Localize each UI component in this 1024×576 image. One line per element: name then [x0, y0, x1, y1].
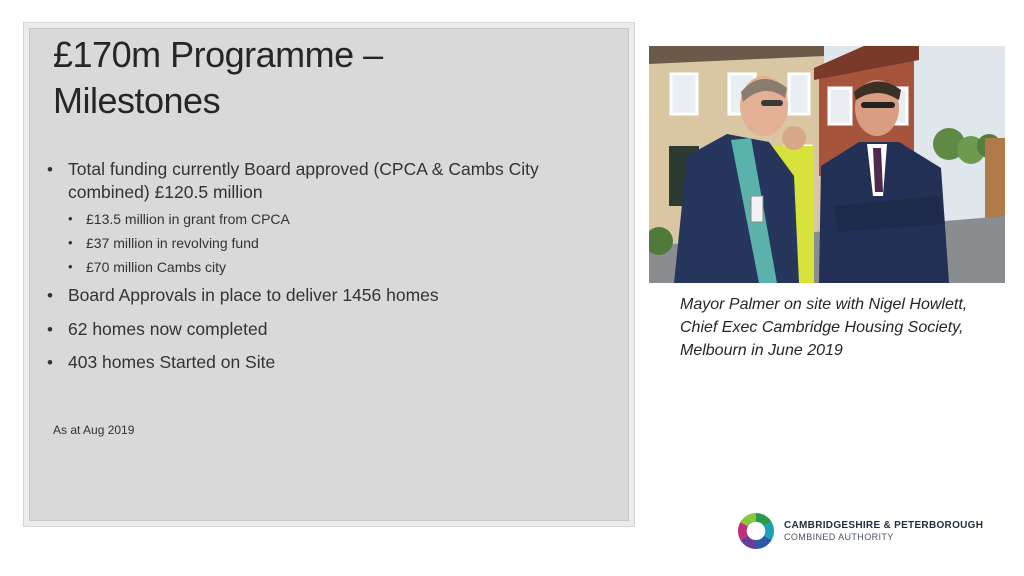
bullet-approvals — [47, 284, 567, 307]
sub-bullet-item — [68, 231, 567, 255]
bullet-started — [47, 351, 567, 374]
sub-bullet-list — [68, 207, 567, 279]
logo-text-secondary: COMBINED AUTHORITY — [784, 532, 894, 542]
site-photo — [649, 46, 1005, 283]
bullet-text: Board Approvals in place to deliver 1456 homes — [68, 285, 439, 305]
logo-text-primary: CAMBRIDGESHIRE & PETERBOROUGH — [784, 520, 984, 531]
sub-bullet-marker: • — [68, 235, 73, 250]
caption-line-2: Chief Exec Cambridge Housing Society, — [680, 319, 964, 336]
caption-line-1: Mayor Palmer on site with Nigel Howlett, — [680, 296, 968, 313]
bullet-text: 62 homes now completed — [68, 319, 268, 339]
sub-bullet-text: £37 million in revolving fund — [86, 235, 259, 251]
photo-caption — [680, 293, 1010, 362]
bullet-marker: • — [47, 160, 53, 179]
bullet-list — [47, 158, 567, 374]
sub-bullet-marker: • — [68, 211, 73, 226]
cpca-logo-icon — [735, 511, 777, 551]
bullet-text: Total funding currently Board approved (CPCA & Cambs City combined) £120.5 million — [68, 159, 539, 202]
sub-bullet-marker: • — [68, 259, 73, 274]
sub-bullet-item — [68, 255, 567, 279]
bullet-funding — [47, 158, 567, 279]
cpca-logo — [735, 511, 1000, 551]
bullet-marker: • — [47, 320, 53, 339]
bullet-text: 403 homes Started on Site — [68, 352, 276, 372]
sub-bullet-text: £70 million Cambs city — [86, 259, 227, 275]
site-photo-illustration — [649, 46, 1005, 283]
slide-title — [53, 32, 573, 124]
title-line-2: Milestones — [53, 80, 221, 121]
bullet-marker: • — [47, 353, 53, 372]
sub-bullet-item — [68, 207, 567, 231]
sub-bullet-text: £13.5 million in grant from CPCA — [86, 211, 290, 227]
caption-line-3: Melbourn in June 2019 — [680, 342, 843, 359]
bullet-completed — [47, 318, 567, 341]
bullet-marker: • — [47, 286, 53, 305]
title-line-1: £170m Programme – — [53, 34, 383, 75]
as-at-date: As at Aug 2019 — [53, 423, 135, 437]
